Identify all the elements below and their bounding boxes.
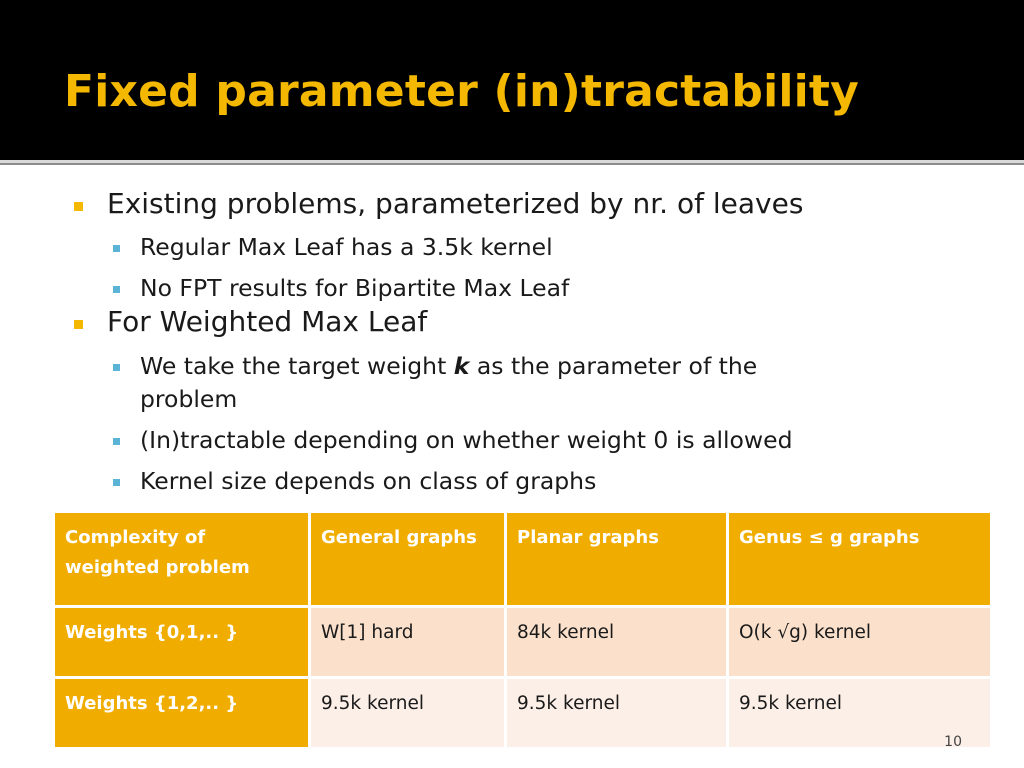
sub-bullet-text-part: We take the target weight [140, 352, 454, 380]
table-cell: 9.5k kernel [506, 678, 728, 749]
sub-bullet-square-icon [113, 286, 120, 293]
sub-bullet-square-icon [113, 364, 120, 371]
title-bar [0, 0, 1024, 160]
table-cell: 9.5k kernel [310, 678, 506, 749]
table-header-cell: Genus ≤ g graphs [728, 512, 992, 607]
sub-bullet-text-continuation: problem [140, 385, 238, 413]
sub-bullet-text: (In)tractable depending on whether weight 0 is allowed [140, 426, 793, 454]
sub-bullet-text [140, 352, 757, 380]
sub-bullet-square-icon [113, 438, 120, 445]
table-cell: 9.5k kernel [728, 678, 992, 749]
table-cell: W[1] hard [310, 607, 506, 678]
parameter-k: k [453, 352, 470, 380]
table-header-cell: Complexity of weighted problem [54, 512, 310, 607]
title-divider-shadow [0, 163, 1024, 165]
table-row-header: Weights {1,2,.. } [54, 678, 310, 749]
sub-bullet-square-icon [113, 245, 120, 252]
table-header-cell: Planar graphs [506, 512, 728, 607]
table-cell: O(k √g) kernel [728, 607, 992, 678]
table-cell: 84k kernel [506, 607, 728, 678]
table-row [54, 678, 992, 749]
table-header-cell: General graphs [310, 512, 506, 607]
table-row-header: Weights {0,1,.. } [54, 607, 310, 678]
bullet-square-icon [74, 202, 83, 211]
bullet-square-icon [74, 320, 83, 329]
slide-title: Fixed parameter (in)tractability [64, 66, 860, 117]
complexity-table [52, 510, 993, 750]
sub-bullet-text: No FPT results for Bipartite Max Leaf [140, 274, 570, 302]
table-row [54, 607, 992, 678]
sub-bullet-text-part: as the parameter of the [469, 352, 758, 380]
sub-bullet-text: Regular Max Leaf has a 3.5k kernel [140, 233, 553, 261]
sub-bullet-square-icon [113, 479, 120, 486]
table-header-row [54, 512, 992, 607]
sub-bullet-text: Kernel size depends on class of graphs [140, 467, 597, 495]
bullet-text: Existing problems, parameterized by nr. of leaves [107, 187, 804, 220]
bullet-text: For Weighted Max Leaf [107, 305, 428, 338]
slide-number: 10 [944, 734, 962, 750]
